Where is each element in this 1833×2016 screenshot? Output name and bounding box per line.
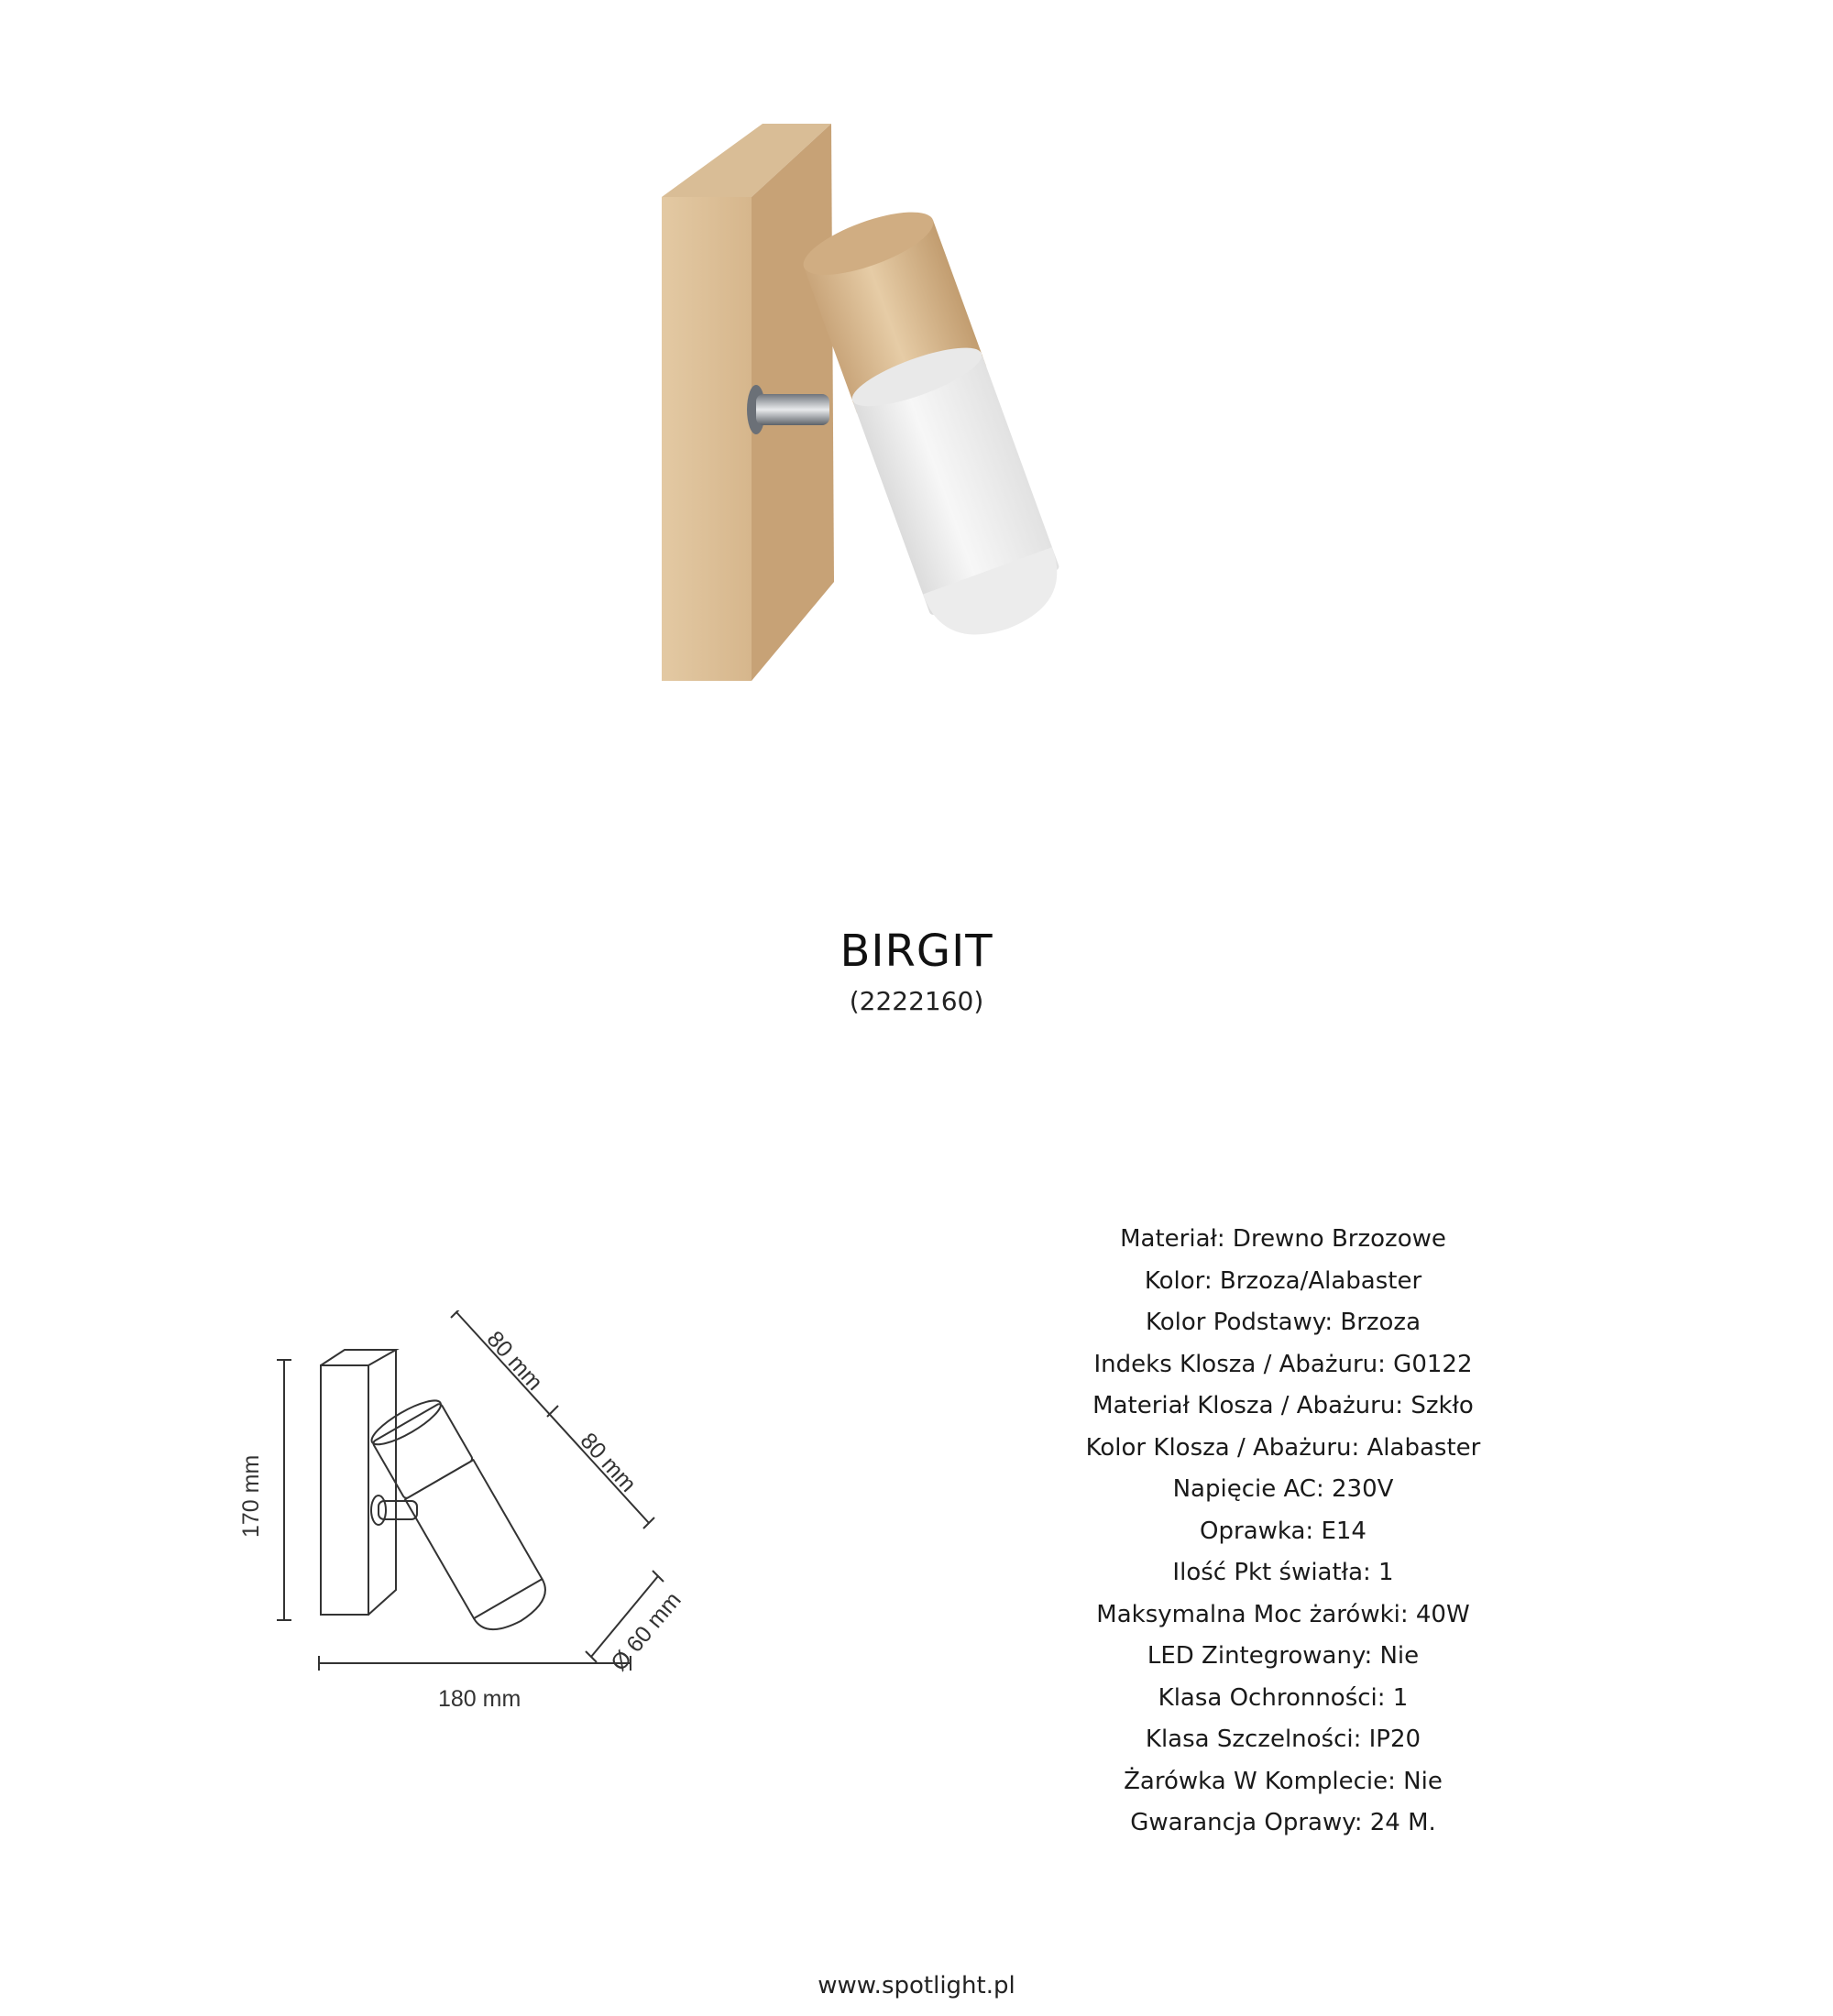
spec-item: Klasa Ochronności: 1 <box>1158 1683 1409 1712</box>
spec-item: Indeks Klosza / Abażuru: G0122 <box>1093 1350 1473 1378</box>
spec-item: Napięcie AC: 230V <box>1172 1475 1394 1503</box>
footer-url: www.spotlight.pl <box>818 1972 1015 2000</box>
product-name: BIRGIT <box>840 926 993 977</box>
diameter-label: Ø 60 mm <box>606 1587 686 1676</box>
spec-item: Kolor: Brzoza/Alabaster <box>1144 1266 1422 1295</box>
drawing-joint <box>371 1496 417 1525</box>
spec-item: Materiał: Drewno Brzozowe <box>1120 1225 1446 1253</box>
spec-item: Materiał Klosza / Abażuru: Szkło <box>1092 1392 1474 1419</box>
dim-height <box>277 1360 291 1620</box>
spec-item: Kolor Podstawy: Brzoza <box>1145 1309 1421 1336</box>
dimension-drawing <box>220 1310 733 1741</box>
product-photo <box>587 101 1265 742</box>
spec-item: Żarówka W Komplecie: Nie <box>1124 1767 1443 1795</box>
spec-item: Ilość Pkt światła: 1 <box>1172 1559 1394 1586</box>
height-label: 170 mm <box>238 1454 264 1538</box>
spec-item: Oprawka: E14 <box>1200 1517 1367 1545</box>
width-label: 180 mm <box>438 1686 521 1712</box>
arm-label-2: 80 mm <box>575 1428 642 1497</box>
drawing-plate <box>321 1350 396 1615</box>
spec-item: LED Zintegrowany: Nie <box>1147 1642 1420 1670</box>
lamp-head <box>796 200 1073 652</box>
spec-item: Gwarancja Oprawy: 24 M. <box>1130 1809 1436 1836</box>
arm-label-1: 80 mm <box>481 1326 548 1396</box>
spec-item: Maksymalna Moc żarówki: 40W <box>1096 1600 1470 1628</box>
spec-item: Kolor Klosza / Abażuru: Alabaster <box>1085 1433 1481 1462</box>
spec-list <box>1036 1219 1531 1845</box>
drawing-head <box>367 1393 554 1640</box>
spec-item: Klasa Szczelności: IP20 <box>1145 1726 1421 1753</box>
dim-width <box>319 1656 631 1671</box>
product-code: (2222160) <box>849 986 984 1016</box>
